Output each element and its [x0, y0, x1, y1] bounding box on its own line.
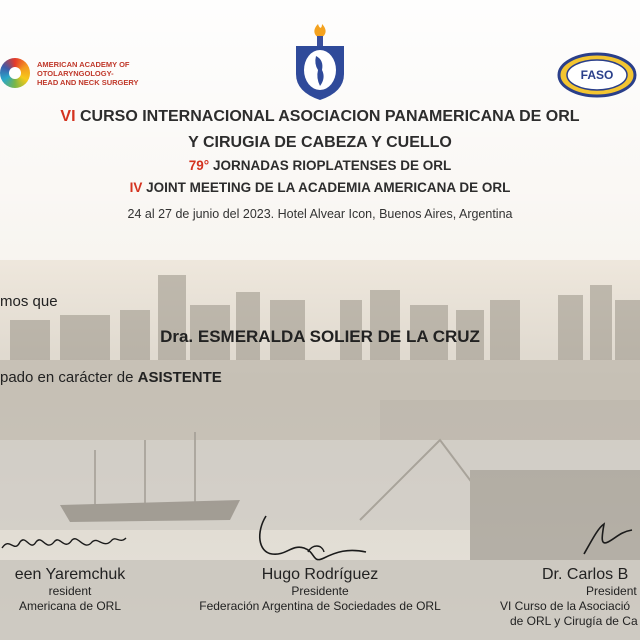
- event-date-location: 24 al 27 de junio del 2023. Hotel Alvear Icon, Buenos Aires, Argentina: [127, 207, 513, 221]
- faso-logo: [556, 52, 638, 98]
- signature-block-1: [0, 566, 140, 614]
- recipient-name: Dra. ESMERALDA SOLIER DE LA CRUZ: [160, 327, 480, 346]
- signatory-name: Dr. Carlos B: [542, 566, 629, 583]
- certify-intro: mos que: [0, 293, 58, 310]
- signature-block-2: [190, 566, 450, 614]
- signatory-role: President: [586, 584, 637, 598]
- signatory-org: de ORL y Cirugía de Ca: [510, 614, 638, 628]
- title-line-4: IV JOINT MEETING DE LA ACADEMIA AMERICANA DE ORL: [129, 180, 511, 195]
- title-line-2: Y CIRUGIA DE CABEZA Y CUELLO: [188, 134, 452, 151]
- signatory-role: Presidente: [291, 584, 349, 598]
- signatory-role: resident: [48, 584, 92, 598]
- faso-logo-text: FASO: [580, 68, 614, 82]
- crest-logo: [290, 22, 350, 102]
- title-line-1: VI CURSO INTERNACIONAL ASOCIACION PANAMERICANA DE ORL: [60, 108, 580, 125]
- aao-emblem-icon: [0, 58, 30, 88]
- signature-2-scrawl: [252, 508, 372, 570]
- aao-logo: [0, 58, 145, 92]
- signature-3-scrawl: [580, 520, 640, 560]
- role-value: ASISTENTE: [137, 369, 222, 386]
- signature-block-3: [496, 566, 640, 629]
- signatory-name: een Yaremchuk: [14, 566, 126, 583]
- aao-logo-text: AMERICAN ACADEMY OF OTOLARYNGOLOGY- HEAD AND NECK SURGERY: [37, 60, 139, 87]
- title-line-3: 79° JORNADAS RIOPLATENSES DE ORL: [188, 158, 452, 173]
- signature-1-scrawl: [0, 530, 130, 560]
- signatory-org: VI Curso de la Asociació: [500, 599, 631, 613]
- signatory-name: Hugo Rodríguez: [261, 566, 379, 583]
- signatory-org: Americana de ORL: [18, 599, 122, 613]
- participation-line: pado en carácter de ASISTENTE: [0, 369, 222, 386]
- signatory-org: Federación Argentina de Sociedades de ORL: [199, 599, 441, 613]
